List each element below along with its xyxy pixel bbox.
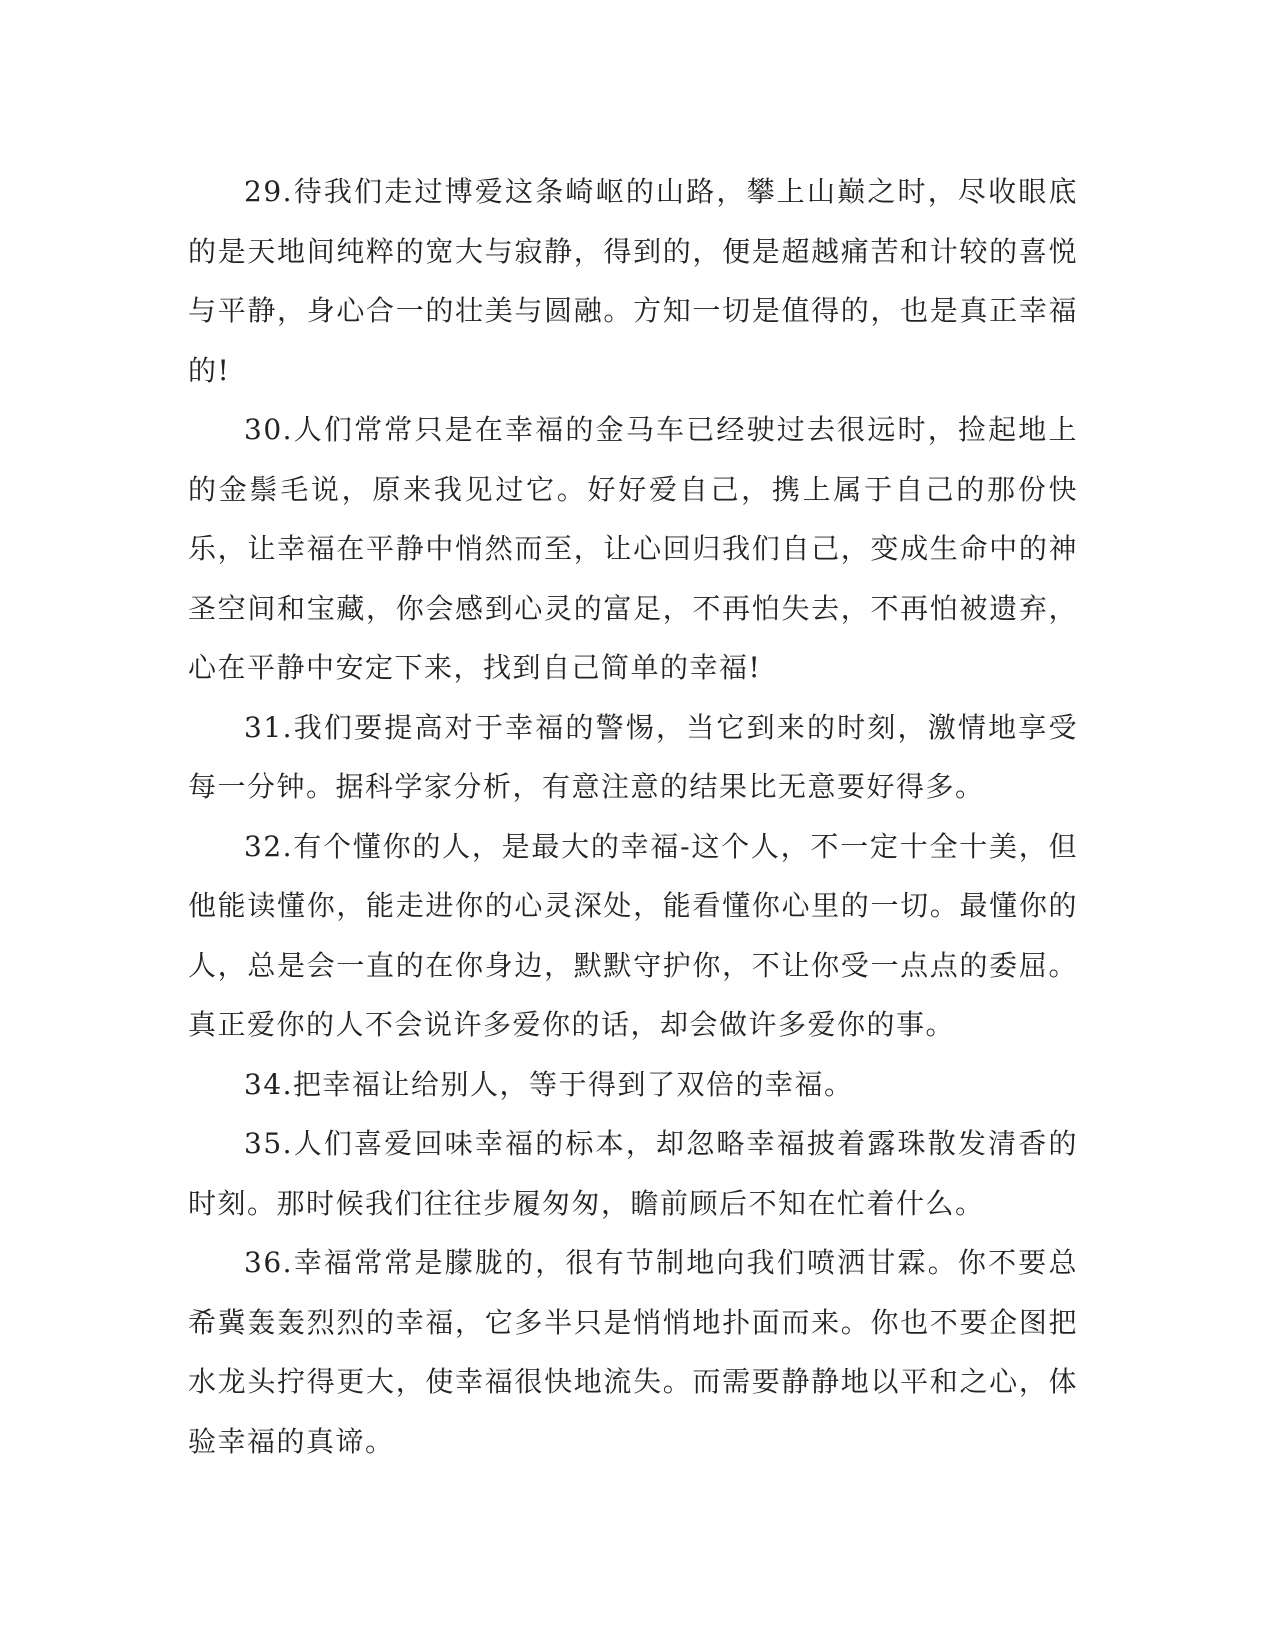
paragraph-35: 35.人们喜爱回味幸福的标本，却忽略幸福披着露珠散发清香的时刻。那时候我们往往步履匆匆，瞻前顾后不知在忙着什么。 — [188, 1127, 1078, 1220]
document-body — [188, 162, 1078, 1471]
paragraph-34: 34.把幸福让给别人，等于得到了双倍的幸福。 — [244, 1067, 854, 1101]
paragraph-29: 29.待我们走过博爱这条崎岖的山路，攀上山巅之时，尽收眼底的是天地间纯粹的宽大与寂静，得到的，便是超越痛苦和计较的喜悦与平静，身心合一的壮美与圆融。方知一切是值得的，也是真正幸福的! — [188, 175, 1078, 387]
paragraph-31: 31.我们要提高对于幸福的警惕，当它到来的时刻，激情地享受每一分钟。据科学家分析，有意注意的结果比无意要好得多。 — [188, 710, 1078, 803]
paragraph-32: 32.有个懂你的人，是最大的幸福-这个人，不一定十全十美，但他能读懂你，能走进你的心灵深处，能看懂你心里的一切。最懂你的人，总是会一直的在你身边，默默守护你，不让你受一点点的委屈。真正爱你的人不会说许多爱你的话，却会做许多爱你的事。 — [188, 829, 1078, 1041]
paragraph-30: 30.人们常常只是在幸福的金马车已经驶过去很远时，捡起地上的金鬃毛说，原来我见过它。好好爱自己，携上属于自己的那份快乐，让幸福在平静中悄然而至，让心回归我们自己，变成生命中的神圣空间和宝藏，你会感到心灵的富足，不再怕失去，不再怕被遗弃，心在平静中安定下来，找到自己简单的幸福! — [188, 413, 1078, 684]
paragraph-36: 36.幸福常常是朦胧的，很有节制地向我们喷洒甘霖。你不要总希冀轰轰烈烈的幸福，它多半只是悄悄地扑面而来。你也不要企图把水龙头拧得更大，使幸福很快地流失。而需要静静地以平和之心，体验幸福的真谛。 — [188, 1246, 1078, 1458]
